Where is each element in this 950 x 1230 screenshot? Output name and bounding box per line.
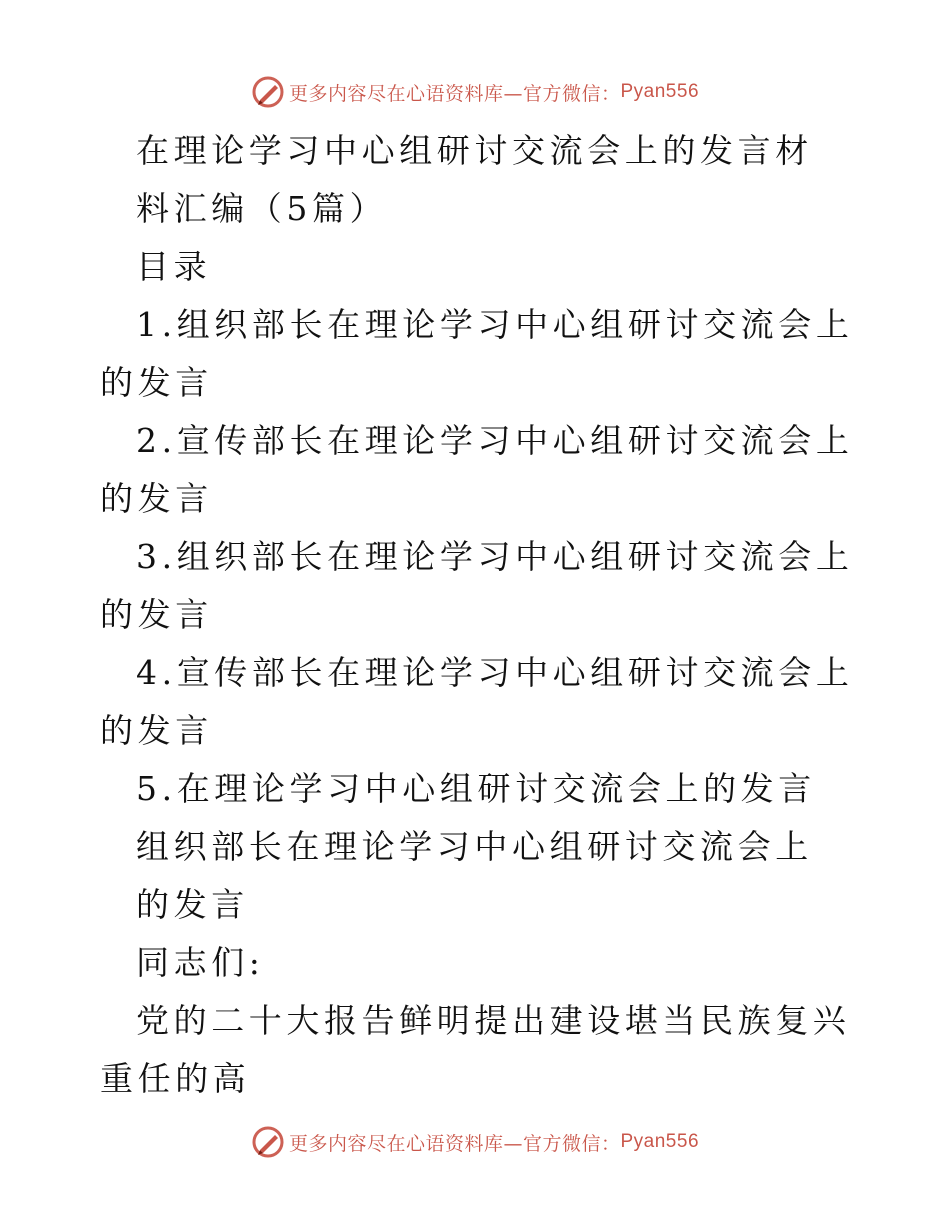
- watermark-text: 更多内容尽在心语资料库—官方微信：: [288, 1132, 621, 1155]
- toc-item-number: 3.: [136, 537, 177, 576]
- toc-item-1: [100, 296, 860, 412]
- toc-item-4: [100, 644, 860, 760]
- toc-item-text: 宣传部长在理论学习中心组研讨交流会上的发言: [100, 653, 854, 750]
- watermark-text: 更多内容尽在心语资料库—官方微信：: [288, 82, 621, 105]
- watermark-wechat-id: Pyan556: [620, 81, 700, 102]
- paragraph-1: 党的二十大报告鲜明提出建设堪当民族复兴重任的高: [100, 1001, 851, 1098]
- toc-item-number: 2.: [136, 421, 177, 460]
- toc-item-5: [100, 760, 860, 818]
- toc-item-text: 在理论学习中心组研讨交流会上的发言: [176, 769, 816, 808]
- toc-item-number: 5.: [136, 769, 177, 808]
- pen-logo-icon: [251, 1125, 285, 1159]
- toc-item-2: [100, 412, 860, 528]
- salutation: 同志们:: [136, 943, 265, 982]
- watermark-wechat-id: Pyan556: [620, 1131, 700, 1152]
- doc-title-line-1: 在理论学习中心组研讨交流会上的发言材: [136, 131, 813, 170]
- document-body: [100, 122, 860, 1108]
- toc-item-text: 宣传部长在理论学习中心组研讨交流会上的发言: [100, 421, 854, 518]
- header-watermark: [0, 72, 950, 112]
- toc-heading: 目录: [136, 247, 212, 286]
- pen-logo-icon: [251, 75, 285, 109]
- doc-title-line-2: 料汇编（5篇）: [136, 189, 388, 228]
- toc-item-3: [100, 528, 860, 644]
- toc-item-number: 4.: [136, 653, 177, 692]
- toc-item-text: 组织部长在理论学习中心组研讨交流会上的发言: [100, 537, 854, 634]
- footer-watermark: [0, 1122, 950, 1162]
- toc-item-number: 1.: [136, 305, 177, 344]
- article-title-line-2: 的发言: [136, 885, 249, 924]
- article-title-line-1: 组织部长在理论学习中心组研讨交流会上: [136, 827, 813, 866]
- toc-item-text: 组织部长在理论学习中心组研讨交流会上的发言: [100, 305, 854, 402]
